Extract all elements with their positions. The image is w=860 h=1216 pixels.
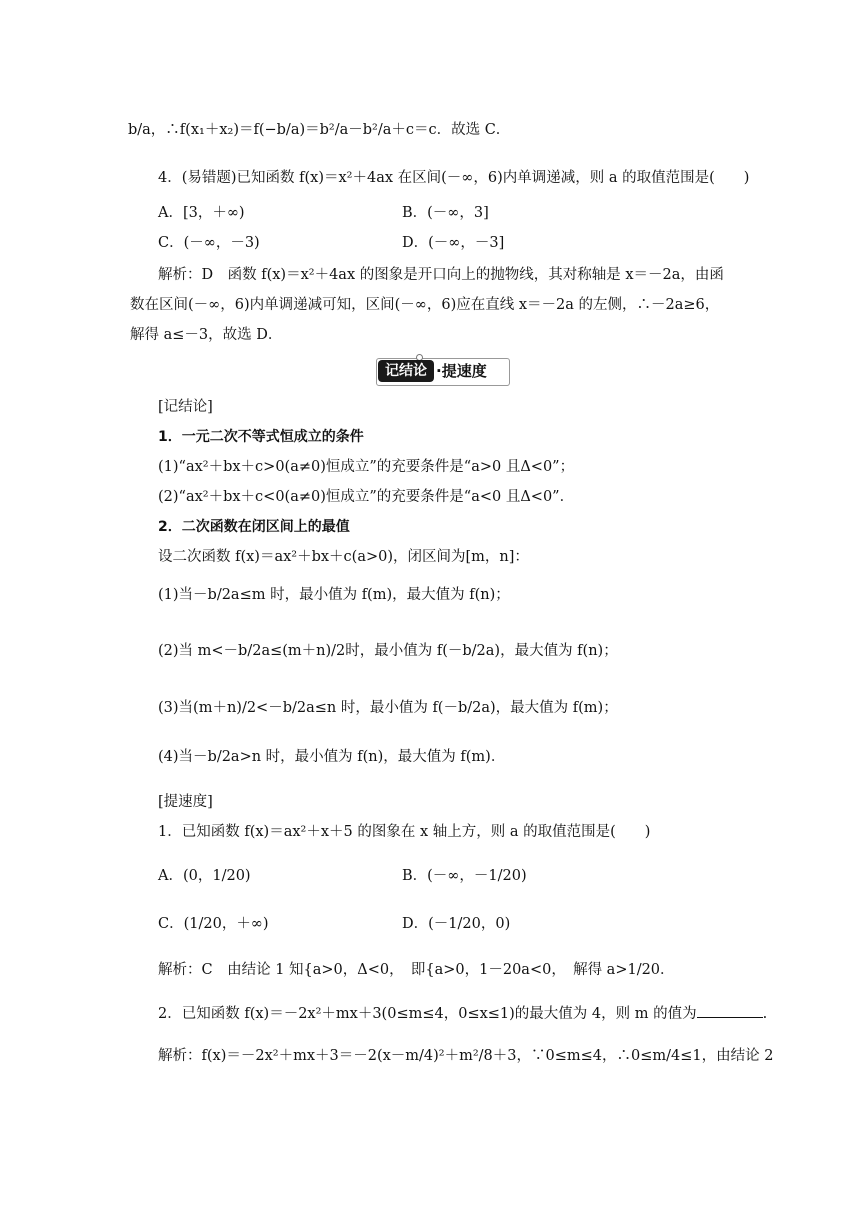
answer-blank-period: . (762, 1006, 768, 1022)
question-4-option-d: D．(－∞，－3] (402, 235, 505, 251)
speed-question-1-stem: 1．已知函数 f(x)＝ax²＋x＋5 的图象在 x 轴上方，则 a 的取值范围是( ) (158, 824, 651, 840)
speed-question-1-option-b: B．(－∞，－1/20) (402, 868, 527, 884)
speed-question-1-option-a: A．(0，1/20) (158, 868, 251, 884)
conclusion-2-case-3: (3)当(m＋n)/2<－b/2a≤n 时，最小值为 f(－b/2a)，最大值为 f(m)； (158, 700, 618, 716)
banner-right-label: ·提速度 (436, 362, 487, 380)
conclusion-2-case-4: (4)当－b/2a>n 时，最小值为 f(n)，最大值为 f(m)． (158, 749, 506, 765)
conclusions-header: [记结论] (158, 399, 213, 415)
conclusion-2-intro: 设二次函数 f(x)＝ax²＋bx＋c(a>0)，闭区间为[m，n]： (158, 549, 529, 565)
conclusion-1-item-2: (2)“ax²＋bx＋c<0(a≠0)恒成立”的充要条件是“a<0 且Δ<0”． (158, 489, 575, 505)
question-4-option-c: C．(－∞，－3) (158, 235, 260, 251)
conclusion-2-case-2: (2)当 m<－b/2a≤(m＋n)/2时，最小值为 f(－b/2a)，最大值为 f(n)； (158, 643, 618, 659)
question-4-option-a: A．[3，＋∞) (158, 205, 245, 221)
prev-solution-tail (128, 120, 510, 140)
question-4-stem: 4．(易错题)已知函数 f(x)＝x²＋4ax 在区间(－∞，6)内单调递减，则 a 的取值范围是( ) (158, 170, 750, 186)
question-4-solution-line-3: 解得 a≤－3，故选 D． (130, 327, 283, 343)
banner-left-label: 记结论 (378, 360, 434, 382)
conclusion-2-title: 2．二次函数在闭区间上的最值 (158, 519, 350, 535)
speed-question-2-stem: 2．已知函数 f(x)＝－2x²＋mx＋3(0≤m≤4，0≤x≤1)的最大值为 4，则 m 的值为 (158, 1006, 697, 1022)
speed-question-1-solution: 解析：C 由结论 1 知{a>0，Δ<0， 即{a>0，1－20a<0， 解得 a>1/20． (158, 962, 675, 978)
conclusion-1-title: 1．一元二次不等式恒成立的条件 (158, 429, 364, 445)
speed-question-2-solution: 解析：f(x)＝－2x²＋mx＋3＝－2(x－m/4)²＋m²/8＋3，∵0≤m≤4，∴0≤m/4≤1，由结论 2 (158, 1048, 774, 1064)
section-banner (378, 358, 508, 384)
speed-question-1-option-d: D．(－1/20，0) (402, 916, 511, 932)
question-4-solution-line-1: 解析：D 函数 f(x)＝x²＋4ax 的图象是开口向上的抛物线，其对称轴是 x＝－2a，由函 (158, 267, 724, 283)
conclusion-1-item-1: (1)“ax²＋bx＋c>0(a≠0)恒成立”的充要条件是“a>0 且Δ<0”； (158, 459, 575, 475)
question-4-solution-line-2: 数在区间(－∞，6)内单调递减可知，区间(－∞，6)应在直线 x＝－2a 的左侧，∴－2a≥6， (130, 297, 720, 313)
speed-question-1-option-c: C．(1/20，＋∞) (158, 916, 269, 932)
prev-solution-text: b/a，∴f(x₁＋x₂)＝f(−b/a)＝b²/a－b²/a＋c＝c．故选 C． (128, 122, 511, 138)
speed-header: [提速度] (158, 794, 213, 810)
question-4-option-b: B．(－∞，3] (402, 205, 489, 221)
speed-question-2-stem-row (158, 1003, 767, 1024)
answer-blank (697, 1003, 763, 1018)
conclusion-2-case-1: (1)当－b/2a≤m 时，最小值为 f(m)，最大值为 f(n)； (158, 587, 510, 603)
